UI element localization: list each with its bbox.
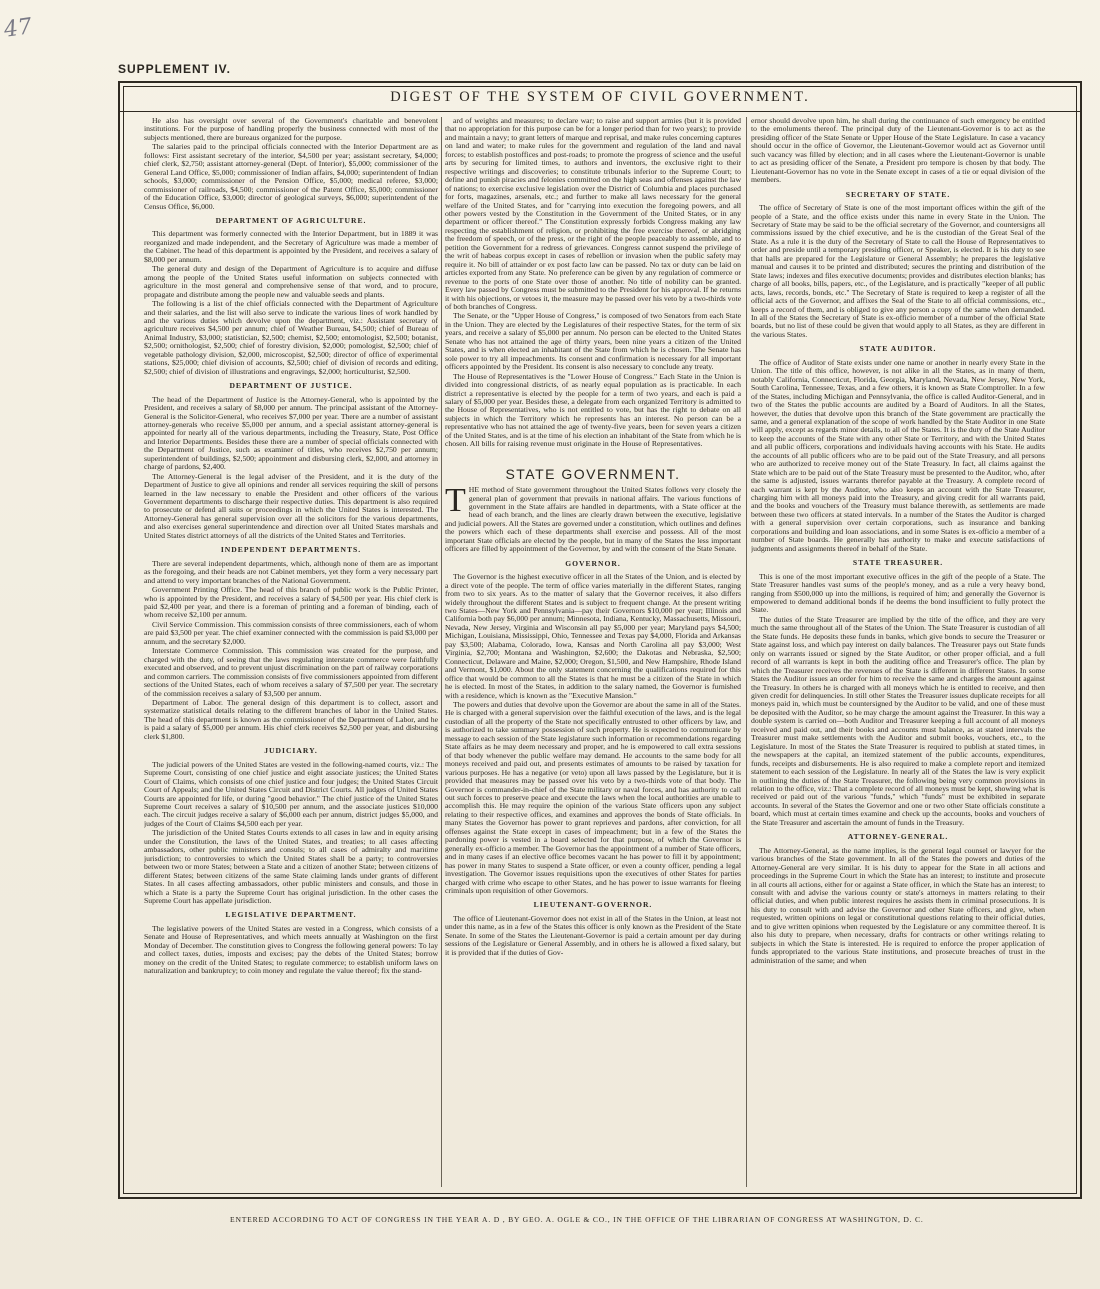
paragraph: This is one of the most important executive offices in the gift of the people of a State. The State Treasurer handles vast sums of the people's money, and as a rule a very heavy bond, ranging from $500,000 up into the millions, is required of him; and generally the Governor is empowered to demand additional bonds if he deems the bond insufficient to fully protect the State.: [751, 571, 1045, 615]
column-3: [751, 117, 1045, 1189]
paragraph: The office of Lieutenant-Governor does not exist in all of the States in the Union, at least not under this name, as in a few of the States this officer is only known as the President of the State Senate. In some of the States the Lieutenant-Governor is paid a certain amount per day during sessions of the Legislature or General Assembly, and in others he is allowed a fixed salary, but it is provided that if the duties of Gov-: [445, 913, 741, 957]
section-heading: ATTORNEY-GENERAL.: [847, 832, 949, 842]
paragraph: The duties of the State Treasurer are implied by the title of the office, and they are very much the same throughout all of the States of the Union. The State Treasurer is custodian of all the State funds. He deposits these funds in banks, which give bonds to secure the Treasurer or State against loss, and which pay interest on daily balances. The Treasurer pays out State funds only on warrants issued or signed by the State Auditor, or other proper official, and a full record of all warrants is kept in both the auditing office and Treasurer's office. The plan by which the Treasurer receives the revenues of the State is different in different States. In some States the Auditor issues an order for him to receive the same and charges the amount against the Treasury. In others he is charged with all moneys which he is entitled to receive, and then given credit for delinquencies. In still other States the Treasurer issues duplicate receipts for all moneys paid in, which must be countersigned by the Auditor to be valid, and one of these must be deposited with the Auditor, so he may charge the amount against the Treasurer. In this way a double system is carried on—both Auditor and Treasurer keeping a full account of all moneys received and paid out, and their books and accounts must balance, as at stated intervals the Treasurer must make settlements with the Auditor and submit books, vouchers, etc., to the Legislature. In most of the States the State Treasurer is required to publish at stated times, in the newspapers at the capital, an itemized statement of the public accounts, expenditures, funds, receipts and disbursements. He is also required to make a complete report and itemized statement to each session of the Legislature. In nearly all of the States the law is very explicit in outlining the duties of the State Treasurer, the following being very common provisions in relation to the office, viz.: That a complete record of all moneys must be kept, showing what is received or paid out of the various "funds," which "funds" must be exhibited in separate accounts. In several of the States the Governor and one or two other State officials constitute a board, which must at certain times examine and check up the accounts, books and vouchers of the State Treasurer and ascertain the amount of funds in the Treasury.: [751, 614, 1045, 827]
paragraph: The Governor is the highest executive officer in all the States of the Union, and is elected by a direct vote of the people. The term of office varies materially in the different States, ranging from two to six years. As to the matter of salary that the Governor receives, it also differs widely throughout the different States and is subject to frequent change. At the present writing two States—New York and Pennsylvania—pay their Governors $10,000 per year; Illinois and California both pay $6,000 per annum; Minnesota, Indiana, Kentucky, Massachusetts, Missouri, Nevada, New Jersey, Virginia and Wisconsin all pay $5,000 per year; Maryland pays $4,500; Michigan, Louisiana, Mississippi, Ohio, Tennessee and Texas pay $4,000, Florida and Arkansas pay $3,500; Alabama, Colorado, Iowa, Kansas and North Carolina all pay $3,000; West Virginia, $2,700; Montana and Washington, $2,600; the Dakotas and Nebraska, $2,500; Connecticut, Delaware and Maine, $2,000; Oregon, $1,500, and New Hampshire, Rhode Island and Vermont, $1,000. About the only statement concerning the qualifications required for this office that would be common to all the States is that he must be a citizen of the State in which he is elected. In most of the States, in addition to the salary named, the Governor is furnished with a residence, which is known as the "Executive Mansion.": [445, 572, 741, 700]
paragraph: The general duty and design of the Department of Agriculture is to acquire and diffuse among the people of the United States useful information on subjects connected with agriculture in the most general and comprehensive sense of that word, and to procure, propagate and distribute among the people new and valuable seeds and plants.: [144, 264, 438, 299]
paragraph: ard of weights and measures; to declare war; to raise and support armies (but it is provided that no appropriation for this purpose can be for a longer period than for two years); to provide and maintain a navy; to grant letters of marque and reprisal, and make rules concerning captures on land and water; to make rules for the government and regulation of the land and naval forces; to establish postoffices and post-roads; to promote the progress of science and the useful arts by securing for limited times, to authors and inventors, the exclusive right to their respective writings and discoveries; to constitute tribunals inferior to the Supreme Court; to define and punish piracies and felonies committed on the high seas and offenses against the law of nations; to exercise exclusive legislation over the District of Columbia and places purchased for forts, magazines, arsenals, etc.; and further to make all laws necessary for the general welfare of the United States, and for "carrying into execution the foregoing powers, and all other powers vested by the Constitution in the Government of the United States, or in any department or officer thereof." The Constitution expressly forbids Congress making any law respecting the establishment of religion, or prohibiting the free exercise thereof, or abridging the freedom of speech, or of the press, or the right of the people peaceably to assemble, and to petition the Government for a redress of grievances. Congress cannot suspend the privilege of the writ of habeas corpus except in cases of rebellion or invasion when the public safety may require it. No bill of attainder or ex post facto law can be passed. No tax or duty can be laid on articles exported from any State. No preference can be given by any regulation of commerce or revenue to the ports of one State over those of another. No title of nobility can be granted. Every law passed by Congress must be submitted to the President for his approval. If he returns it with his objections, or vetoes it, the measure may be passed over his veto by a two-thirds vote of both branches of Congress.: [445, 117, 741, 311]
column-2: [445, 117, 741, 1189]
supplement-label: SUPPLEMENT IV.: [118, 62, 231, 76]
paragraph: The judicial powers of the United States are vested in the following-named courts, viz.: The Supreme Court, consisting of one chief justice and eight associate justices; the United States Court of Claims, which consists of one chief justice and four judges; the United States Circuit Court of Appeals; and the United States Circuit and District Courts. All judges of United States Courts are appointed for life, or during "good behavior." The chief justice of the United States Supreme Court receives a salary of $10,500 per annum, and the associate justices $10,000 each. The circuit judges receive a salary of $6,000 each per annum, district judges $5,000, and judges of the Court of Claims $4,500 each per year.: [144, 759, 438, 828]
title-rule: [120, 111, 1080, 112]
paragraph: The legislative powers of the United States are vested in a Congress, which consists of a Senate and House of Representatives, and which meets annually at Washington on the first Monday of December. The constitution gives to Congress the following general powers: To lay and collect taxes, duties, imposts and excises; pay the debts of the United States; borrow money on the credit of the United States; to regulate commerce; to establish uniform laws on naturalization and bankruptcy; to coin money and regulate the value thereof; fix the stand-: [144, 923, 438, 976]
paragraph: [445, 482, 741, 554]
paragraph: The head of the Department of Justice is the Attorney-General, who is appointed by the President, and receives a salary of $8,000 per annum. The principal assistant of the Attorney-General is the Solicitor-General, who receives $7,000 per year. There are a number of assistant attorney-generals who receive $5,000 per annum, and a special assistant attorney-general is appointed for nearly all of the various departments, including the Treasury, State, Post Office and Interior Departments. Besides these there are a number of special officials connected with the Department of Justice, such as examiner of titles, who receives $2,750 per annum; superintendent of buildings, $2,500; appointment and disbursing clerk, $2,000, and attorney in charge of pardons, $2,400.: [144, 394, 438, 472]
paragraph: The Attorney-General, as the name implies, is the general legal counsel or lawyer for the various branches of the State government. In all of the States the powers and duties of the Attorney-General are very similar. It is his duty to appear for the State in all actions and proceedings in the Supreme Court in which the State has an interest; to institute and prosecute in all courts all actions, either for or against a State officer, in which the State has an interest; to consult with and advise the various county or state's attorneys in matters relating to their official duties, and when public interest requires he assists them in criminal prosecutions. It is his duty to consult with and advise the Governor and other State officers, and give, when requested, written opinions on legal or constitutional questions relating to their official duties, and to give written opinions when requested by the Legislature or any committee thereof. It is also his duty to prepare, when necessary, drafts for contracts or other writings relating to subjects in which the State is interested. He is required to enforce the proper application of funds appropriated to the various State institutions, and prosecute breaches of trust in the administration of the same; and when: [751, 845, 1045, 965]
paragraph-text: HE method of State government throughout the United States follows very closely the general plan of government that prevails in national affairs. The various functions of government in the State affairs are handled in departments, with a State officer at the head of each branch, and the lines are clearly drawn between the executive, legislative and judicial powers. All the States are governed under a constitution, which outlines and defines the powers which each of these departments shall exercise and possess. All of the most important State officials are elected by the people, but in many of the States the less important officers are filled by appointment of the Governor, by and with the consent of the State Senate.: [445, 485, 741, 554]
section-heading: SECRETARY OF STATE.: [845, 189, 951, 199]
section-heading: LIEUTENANT-GOVERNOR.: [533, 900, 653, 910]
paragraph: The House of Representatives is the "Lower House of Congress." Each State in the Union is divided into congressional districts, of as nearly equal population as is practicable. In each district a representative is elected by the people for a term of two years, and each is paid a salary of $5,000 per year. Besides these, a delegate from each organized Territory is admitted to the House of Representatives, who is not entitled to vote, but has the right to debate on all subjects in which the Territory which he represents has an interest. No person can be a representative who has not attained the age of twenty-five years, been for seven years a citizen of the United States, and is at the time of his election an inhabitant of the State from which he is chosen. All bills for raising revenue must originate in the House of Representatives.: [445, 371, 741, 449]
section-heading: DEPARTMENT OF AGRICULTURE.: [215, 215, 367, 225]
paragraph: The jurisdiction of the United States Courts extends to all cases in law and in equity arising under the Constitution, the laws of the United States, and treaties; to all cases affecting ambassadors, other public ministers and consuls; to all cases of admiralty and maritime jurisdiction; to controversies to which the United States shall be a party; to controversies between two or more States; between a State and a citizen of another State; between citizens of different States; between citizens of the same State claiming lands under grants of different States. In all cases affecting ambassadors, other public ministers and consuls, and those in which a State is a party the Supreme Court has original jurisdiction. In the other cases the Supreme Court has appellate jurisdiction.: [144, 828, 438, 905]
section-heading: JUDICIARY.: [264, 746, 318, 756]
paragraph: This department was formerly connected with the Interior Department, but in 1889 it was reorganized and made independent, and the Secretary of Agriculture was made a member of the Cabinet. The head of this department is appointed by the President, and receives a salary of $8,000 per annum.: [144, 229, 438, 264]
paragraph: The following is a list of the chief officials connected with the Department of Agriculture and their salaries, and the list will also serve to indicate the various lines of work handled by and the various duties which devolve upon the department, viz.: Assistant secretary of agriculture receives $4,500 per annum; chief of Weather Bureau, $4,500; chief of Bureau of Animal Industry, $3,000; statistician, $2,500; chemist, $2,500; entomologist, $2,500; botanist, $2,500; ornithologist, $2,500; chief of forestry division, $2,000; pomologist, $2,500; chief of vegetable pathology division, $2,000, microscopist, $2,500; director of office of experimental stations, $25,000; chief division of accounts, $2,500; chief of division of records and editing, $2,500; chief of division of illustrations and engravings, $2,000; horticulturist, $2,500.: [144, 299, 438, 376]
drop-cap: T: [445, 482, 466, 520]
section-heading: LEGISLATIVE DEPARTMENT.: [225, 910, 357, 920]
paragraph: Department of Labor. The general design of this department is to collect, assort and systematize statistical details relating to the different branches of labor in the United States. The head of this department is known as the commissioner of the Department of Labor, and he is paid a salary of $5,000 per annum. His chief clerk receives $2,500 per year, and disbursing clerk $1,800.: [144, 698, 438, 741]
page-title: DIGEST OF THE SYSTEM OF CIVIL GOVERNMENT.: [390, 89, 810, 105]
paragraph: ernor should devolve upon him, he shall during the continuance of such emergency be entitled to the emoluments thereof. The principal duty of the Lieutenant-Governor is to act as the presiding officer of the State Senate or Upper House of the State Legislature. In case a vacancy should occur in the office of Governor, the Lieutenant-Governor would act as Governor until such vacancy was filled by election; and in all cases where the Lieutenant-Governor is unable to act as presiding officer of the Senate, a President pro tempore is chosen by that body. The Lieutenant-Governor has no vote in the Senate except in cases of a tie or equal division of the members.: [751, 117, 1045, 185]
pencil-annotation: 47: [2, 14, 34, 43]
paragraph: The office of Secretary of State is one of the most important offices within the gift of the people of a State, and the office exists under this name in every State in the Union. The Secretary of State may be said to be the official secretary of the Governor, and countersigns all commissions issued by the chief executive, and he is the custodian of the Great Seal of the State. As a rule it is the duty of the Secretary of State to call the House of Representatives to order and preside until a temporary presiding officer, or Speaker, is elected. It is his duty to see that halls are prepared for the Legislature or General Assembly; he prepares the legislative manual and causes it to be printed and distributed; secures the printing and distribution of the State laws; indexes and files executive documents; provides and distributes election blanks; has charge of all books, bills, papers, etc., of the Legislature, and is practically "keeper of all public acts, laws, records, bonds, etc." The Secretary of State is required to keep a register of all the official acts of the Governor, and affixes the Seal of the State to all official commissions, etc., keeps a record of them, and is obliged to give any person a copy of the same when demanded. In all of the States the Secretary of State is ex-officio member of a number of the official State boards, but no list of these could be given that would apply to all States, as they are different in the various States.: [751, 203, 1045, 339]
section-heading: DEPARTMENT OF JUSTICE.: [229, 381, 353, 391]
content-frame: [118, 81, 1082, 1199]
paragraph: Interstate Commerce Commission. This commission was created for the purpose, and charged with the duty, of seeing that the laws regulating interstate commerce were faithfully executed and observed, and to prevent unjust discrimination on the part of railway corporations and common carriers. The commission consists of five commissioners appointed from different sections of the United States, each of whom receives a salary of $7,500 per year. The secretary of the commission receives a salary of $3,500 per annum.: [144, 646, 438, 698]
paragraph: The Senate, or the "Upper House of Congress," is composed of two Senators from each State in the Union. They are elected by the Legislatures of their respective States, for the term of six years, and receive a salary of $5,000 per annum. No person can be elected to the United States Senate who has not attained the age of thirty years, been nine years a citizen of the United States, and is when elected an inhabitant of the State from which he is chosen. The Senate has sole power to try all impeachments. Its consent and confirmation is necessary for all important officers appointed by the President. Its consent is also necessary to conclude any treaty.: [445, 311, 741, 372]
paragraph: The powers and duties that devolve upon the Governor are about the same in all of the States. He is charged with a general supervision over the faithful execution of the laws, and is the legal custodian of all the property of the State not specifically entrusted to other officers by law, and is authorized to take summary possession of such property. He is expected to communicate by message to each session of the State legislature such information or recommendations regarding State affairs as he may deem necessary and proper, and he is empowered to call extra sessions of that body whenever the public welfare may demand. He accounts to the same body for all moneys received and paid out, and presents estimates of amounts to be raised by taxation for various purposes. He has a negative (or veto) upon all laws passed by the Legislature, but it is provided that measures may be passed over his veto by a two-thirds vote of that body. The Governor is commander-in-chief of the State military or naval forces, and has authority to call out such forces to preserve peace and execute the laws when the local authorities are unable to accomplish this. He may require the opinion of the various State officers upon any subject relating to their respective offices, and examines and approves the bonds of State officials. In many States the Governor has power to grant reprieves and pardons, after conviction, for all offenses against the State except in cases of impeachment; but in a few of the States the pardoning power is vested in a board selected for that purpose, of which the Governor is generally ex-officio a member. The Governor has the appointment of a number of State officers, and in many cases if an elective office becomes vacant he has power to fill it by appointment; has power in many States to suspend a State officer, or even a county officer, pending a legal investigation. The Governor issues requisitions upon the executives of other States for parties charged with crime who escape to other States, and he has power to issue warrants for fleeing criminals upon requisition of other Governors.: [445, 700, 741, 895]
paragraph: Civil Service Commission. This commission consists of three commissioners, each of whom are paid $3,500 per year. The chief examiner connected with the commission is paid $3,000 per annum, and the secretary $2,000.: [144, 619, 438, 646]
paragraph: The office of Auditor of State exists under one name or another in nearly every State in the Union. The title of this office, however, is not alike in all the States, as in many of them, notably California, Connecticut, Florida, Georgia, Maryland, Nevada, New Jersey, New York, South Carolina, Tennessee, Texas, and a few others, it is known as State Comptroller. In a few of the States, including Michigan and Pennsylvania, the office is called Auditor-General, and in two of the States the public accounts are audited by a Board of Auditors. In all the States, however, the duties that devolve upon this branch of the State government are practically the same, and a general explanation of the scope of work handled by the State Auditor in one State will apply, except as regards minor details, to all of the States. It is the duty of the State Auditor to keep the accounts of the State with any other State or Territory, and with the United States and all public officers, corporations and individuals having accounts with his State. He audits the accounts of all public officers who are to be paid out of the State Treasury, and all persons who are authorized to receive money out of the State Treasury. In fact, all claims against the State which are to be paid out of the State Treasury must be presented to the Auditor, who, after the same is adjusted, issues warrants therefor payable at the Treasury. A complete record of each warrant is kept by the Auditor, who also keeps an account with the State Treasurer, charging him with all moneys paid into the Treasury, and giving credit for all warrants paid, and the books and vouchers of the Treasury must balance therewith, as settlements are made between these two officers at stated intervals. In a number of the States the Auditor is charged with a general supervision over certain corporations, such as insurance and banking corporations and building and loan associations, and in some States is ex-officio a member of a number of State boards. He generally has authority to make and execute satisfactions of judgments and assignments thereof in behalf of the State.: [751, 357, 1045, 553]
section-heading: INDEPENDENT DEPARTMENTS.: [220, 545, 362, 555]
paragraph: He also has oversight over several of the Government's charitable and benevolent institutions. For the purpose of handling properly the business connected with most of the subjects mentioned, there are bureaus organized for the purpose.: [144, 117, 438, 142]
paragraph: The salaries paid to the principal officials connected with the Interior Department are as follows: First assistant secretary of the interior, $4,500 per year; assistant secretary, $4,000; chief clerk, $2,750; assistant attorney-general (Dept. of Interior), $5,000; commissioner of the General Land Office, $5,000; commissioner of Indian affairs, $4,000; superintendent of Indian schools, $3,000; commissioner of the Pension Office, $5,000; medical referee, $3,000; commissioner of railroads, $4,500; commissioner of the Patent Office, $5,000; commissioner of the Education Office, $3,000; director of geological surveys, $6,000; superintendent of the Census Office, $6,000.: [144, 142, 438, 211]
state-government-block: [445, 450, 741, 482]
column-divider: [746, 117, 747, 1187]
section-heading: STATE AUDITOR.: [859, 344, 937, 354]
state-government-heading: STATE GOVERNMENT.: [505, 465, 681, 482]
paragraph: Government Printing Office. The head of this branch of public work is the Public Printer, who is appointed by the President, and receives a salary of $4,500 per year. His chief clerk is paid $2,400 per year, and there is a foreman of printing and a foreman of binding, each of whom receive $2,100 per annum.: [144, 585, 438, 620]
paragraph: The Attorney-General is the legal adviser of the President, and it is the duty of the Department of Justice to give all opinions and render all services requiring the skill of persons learned in the law necessary to enable the President and other officers of the various Government departments to discharge their respective duties. This department is also required to prosecute or defend all suits or proceedings in which the United States is interested. The Attorney-General has general supervision over all the solicitors for the various departments, and also exercises general superintendence and direction over all United States marshals and United States district attorneys of all the districts of the United States and Territories.: [144, 471, 438, 540]
section-heading: STATE TREASURER.: [852, 558, 944, 568]
section-heading: GOVERNOR.: [565, 558, 621, 568]
paragraph: There are several independent departments, which, although none of them are as important as the foregoing, and their heads are not Cabinet members, yet they form a very necessary part and attend to very important branches of the National Government.: [144, 558, 438, 585]
column-divider: [441, 117, 442, 1187]
column-1: [144, 117, 438, 1189]
copyright-footer: ENTERED ACCORDING TO ACT OF CONGRESS IN THE YEAR A. D , BY GEO. A. OGLE & CO., IN THE OFFICE OF THE LIBRARIAN OF CONGRESS AT WASHINGTON, D. C.: [230, 1215, 924, 1224]
